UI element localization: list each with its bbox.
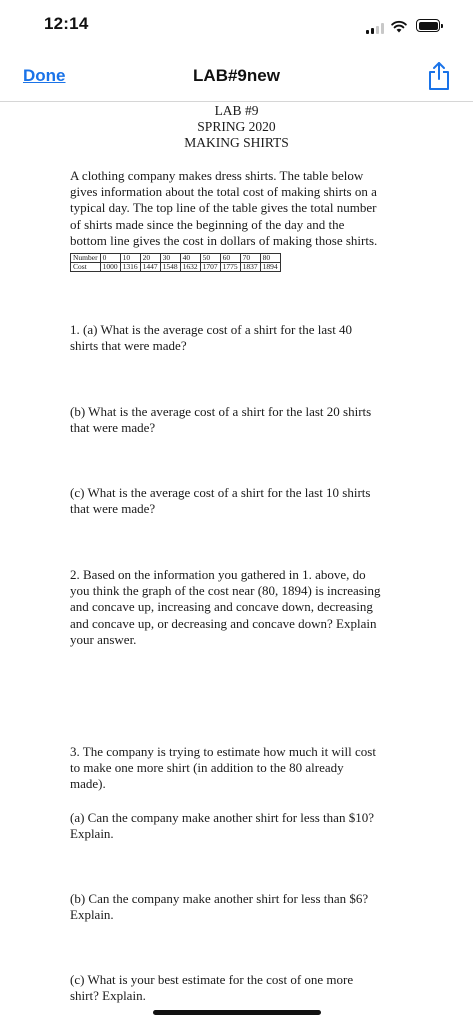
question-line: Explain. xyxy=(70,826,114,842)
battery-icon xyxy=(416,19,440,32)
question-line: Explain. xyxy=(70,907,114,923)
lab-number-heading: LAB #9 xyxy=(214,103,259,118)
question-line: that were made? xyxy=(70,420,156,436)
question-3b xyxy=(70,891,405,923)
lab-topic-heading: MAKING SHIRTS xyxy=(184,135,289,150)
table-cell: 1837 xyxy=(240,263,260,272)
shirt-cost-table xyxy=(70,253,281,272)
question-line: (b) What is the average cost of a shirt for the last 20 shirts xyxy=(70,404,372,419)
question-1c xyxy=(70,485,405,517)
question-1a xyxy=(70,322,405,354)
table-cell: 60 xyxy=(220,254,240,263)
question-line: made). xyxy=(70,776,106,792)
cellular-signal-icon xyxy=(366,23,384,34)
question-line: 3. The company is trying to estimate how much it will cost xyxy=(70,744,376,759)
question-line: (b) Can the company make another shirt for less than $6? xyxy=(70,891,369,906)
question-3c xyxy=(70,972,405,1004)
semester-heading: SPRING 2020 xyxy=(197,119,276,134)
share-icon[interactable] xyxy=(424,60,454,92)
question-line: and concave up, or decreasing and concave down? Explain xyxy=(70,615,377,631)
status-time: 12:14 xyxy=(44,14,89,33)
home-indicator[interactable] xyxy=(153,1010,321,1015)
table-cell: 30 xyxy=(160,254,180,263)
table-cell: 1632 xyxy=(180,263,200,272)
done-button[interactable]: Done xyxy=(23,66,66,85)
table-row-cost xyxy=(71,263,281,272)
question-2 xyxy=(70,567,405,648)
question-line: shirts that were made? xyxy=(70,338,187,354)
intro-line: A clothing company makes dress shirts. The table below xyxy=(70,168,364,183)
table-cell: 1775 xyxy=(220,263,240,272)
table-cell: 1548 xyxy=(160,263,180,272)
table-cell: 50 xyxy=(200,254,220,263)
question-3 xyxy=(70,744,405,793)
document-page xyxy=(0,101,473,1024)
question-3a xyxy=(70,810,405,842)
intro-line: typical day. The top line of the table gives the total number xyxy=(70,200,377,216)
intro-line: of shirts made since the beginning of the day and the xyxy=(70,216,345,232)
question-line: shirt? Explain. xyxy=(70,988,146,1004)
intro-line: bottom line gives the cost in dollars of making those shirts. xyxy=(70,232,378,248)
question-line: to make one more shirt (in addition to the 80 already xyxy=(70,760,344,776)
table-cell: 0 xyxy=(100,254,120,263)
navigation-bar xyxy=(0,54,473,102)
table-cell: 40 xyxy=(180,254,200,263)
table-cell: 1894 xyxy=(260,263,280,272)
table-cell: 10 xyxy=(120,254,140,263)
question-line: 2. Based on the information you gathered in 1. above, do xyxy=(70,567,366,582)
document-title: LAB#9new xyxy=(193,66,280,85)
table-cell: 1707 xyxy=(200,263,220,272)
table-cell: 1000 xyxy=(100,263,120,272)
table-cell: 70 xyxy=(240,254,260,263)
question-line: (c) What is the average cost of a shirt for the last 10 shirts xyxy=(70,485,371,500)
question-line: 1. (a) What is the average cost of a shirt for the last 40 xyxy=(70,322,353,337)
question-line: you think the graph of the cost near (80, 1894) is increasing xyxy=(70,583,381,599)
table-row-label: Cost xyxy=(71,263,101,272)
question-1b xyxy=(70,404,405,436)
table-cell: 20 xyxy=(140,254,160,263)
table-cell: 1447 xyxy=(140,263,160,272)
table-cell: 80 xyxy=(260,254,280,263)
question-line: and concave up, increasing and concave down, decreasing xyxy=(70,599,373,615)
table-cell: 1316 xyxy=(120,263,140,272)
wifi-icon xyxy=(391,20,407,33)
status-bar xyxy=(0,0,473,54)
question-line: that were made? xyxy=(70,501,156,517)
question-line: (a) Can the company make another shirt for less than $10? xyxy=(70,810,374,825)
question-line: your answer. xyxy=(70,631,137,647)
intro-line: gives information about the total cost of making shirts on a xyxy=(70,184,377,200)
intro-paragraph xyxy=(70,168,405,249)
question-line: (c) What is your best estimate for the cost of one more xyxy=(70,972,354,987)
table-row-label: Number xyxy=(71,254,101,263)
